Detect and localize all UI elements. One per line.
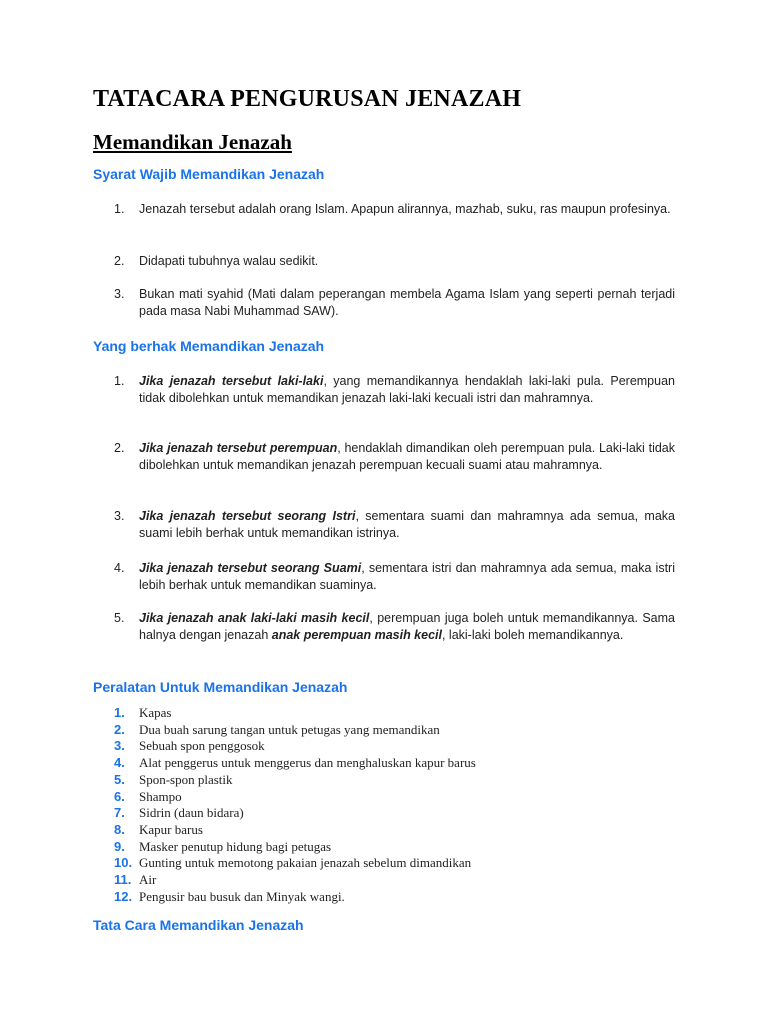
- section-heading-syarat-wajib: Syarat Wajib Memandikan Jenazah: [93, 166, 325, 182]
- list-text-emphasis: Jika jenazah anak laki-laki masih kecil: [139, 611, 370, 625]
- list-text-emphasis: Jika jenazah tersebut seorang Istri: [139, 509, 356, 523]
- list-number: 1.: [114, 374, 125, 388]
- list-number: 1.: [114, 202, 125, 216]
- section-heading-yang-berhak: Yang berhak Memandikan Jenazah: [93, 338, 325, 354]
- list-text-emphasis: Jika jenazah tersebut laki-laki: [139, 374, 324, 388]
- list-item: [0, 839, 768, 856]
- list-number: 4.: [114, 561, 125, 575]
- list-number: 11.: [114, 872, 132, 887]
- list-text-rest-2: , laki-laki boleh memandikannya.: [441, 628, 624, 642]
- list-number: 10.: [114, 855, 133, 871]
- list-number: 3.: [114, 509, 125, 523]
- list-item: [0, 738, 768, 755]
- list-item: [0, 872, 768, 889]
- list-text-rest: , perempuan juga boleh untuk memandikannya. Sama halnya dengan jenazah: [139, 611, 675, 642]
- list-text: Pengusir bau busuk dan Minyak wangi.: [139, 888, 345, 904]
- list-number: 2.: [114, 441, 125, 455]
- list-text: Masker penutup hidung bagi petugas: [139, 838, 332, 854]
- list-text: [139, 440, 675, 474]
- list-item: [0, 705, 768, 722]
- list-item: [0, 889, 768, 906]
- list-number: 1.: [114, 705, 125, 720]
- list-item: [0, 789, 768, 806]
- list-item: [0, 772, 768, 789]
- list-text: Didapati tubuhnya walau sedikit.: [139, 254, 319, 268]
- list-text-emphasis: Jika jenazah tersebut perempuan: [139, 441, 338, 455]
- section-heading-peralatan: Peralatan Untuk Memandikan Jenazah: [93, 679, 348, 695]
- list-text: [139, 560, 675, 594]
- list-number: 3.: [114, 738, 125, 754]
- list-text: Gunting untuk memotong pakaian jenazah sebelum dimandikan: [139, 855, 472, 871]
- list-text-rest: , sementara istri dan mahramnya ada semua, maka istri lebih berhak untuk memandikan suaminya.: [139, 561, 675, 592]
- section-heading-tata-cara: Tata Cara Memandikan Jenazah: [93, 917, 304, 933]
- list-text: [139, 373, 675, 407]
- list-text: Jenazah tersebut adalah orang Islam. Apapun alirannya, mazhab, suku, ras maupun profesinya.: [139, 202, 671, 216]
- list-number: 7.: [114, 805, 125, 821]
- list-number: 12.: [114, 888, 133, 904]
- list-number: 3.: [114, 287, 125, 301]
- list-item: [0, 855, 768, 872]
- list-number: 8.: [114, 821, 125, 837]
- list-text: [139, 508, 675, 542]
- list-item: [0, 755, 768, 772]
- list-number: 2.: [114, 721, 125, 737]
- list-text: Air: [139, 872, 157, 887]
- list-text: Sidrin (daun bidara): [139, 805, 244, 821]
- list-text: [139, 610, 675, 644]
- list-text: Sebuah spon penggosok: [139, 738, 265, 754]
- list-text-emphasis: Jika jenazah tersebut seorang Suami: [139, 561, 362, 575]
- page-subtitle: Memandikan Jenazah: [93, 130, 292, 154]
- list-text-rest: , yang memandikannya hendaklah laki-laki pula. Perempuan tidak dibolehkan untuk memandikan jenazah laki-laki kecuali istri dan mahramnya.: [139, 374, 675, 405]
- list-text: Dua buah sarung tangan untuk petugas yang memandikan: [139, 721, 440, 737]
- page-title: TATACARA PENGURUSAN JENAZAH: [93, 86, 522, 112]
- list-text-rest: , sementara suami dan mahramnya ada semua, maka suami lebih berhak untuk memandikan istrinya.: [139, 509, 675, 540]
- list-number: 9.: [114, 838, 125, 854]
- list-number: 5.: [114, 611, 125, 625]
- list-number: 6.: [114, 788, 125, 804]
- list-text: Shampo: [139, 788, 182, 804]
- list-text: Bukan mati syahid (Mati dalam peperangan membela Agama Islam yang seperti pernah terjadi pada masa Nabi Muhammad SAW).: [139, 287, 675, 318]
- list-text: Kapur barus: [139, 821, 203, 837]
- list-text: Spon-spon plastik: [139, 771, 233, 787]
- list-text: Alat penggerus untuk menggerus dan menghaluskan kapur barus: [139, 755, 476, 771]
- list-item: [0, 805, 768, 822]
- list-number: 4.: [114, 755, 125, 771]
- list-text: Kapas: [139, 705, 172, 720]
- list-item: [0, 722, 768, 739]
- list-text-emphasis-2: anak perempuan masih kecil: [271, 628, 442, 642]
- list-text-rest: , hendaklah dimandikan oleh perempuan pula. Laki-laki tidak dibolehkan untuk memandikan jenazah perempuan kecuali suami atau mahramnya.: [139, 441, 675, 472]
- list-number: 2.: [114, 254, 125, 268]
- list-number: 5.: [114, 771, 125, 787]
- list-item: [0, 822, 768, 839]
